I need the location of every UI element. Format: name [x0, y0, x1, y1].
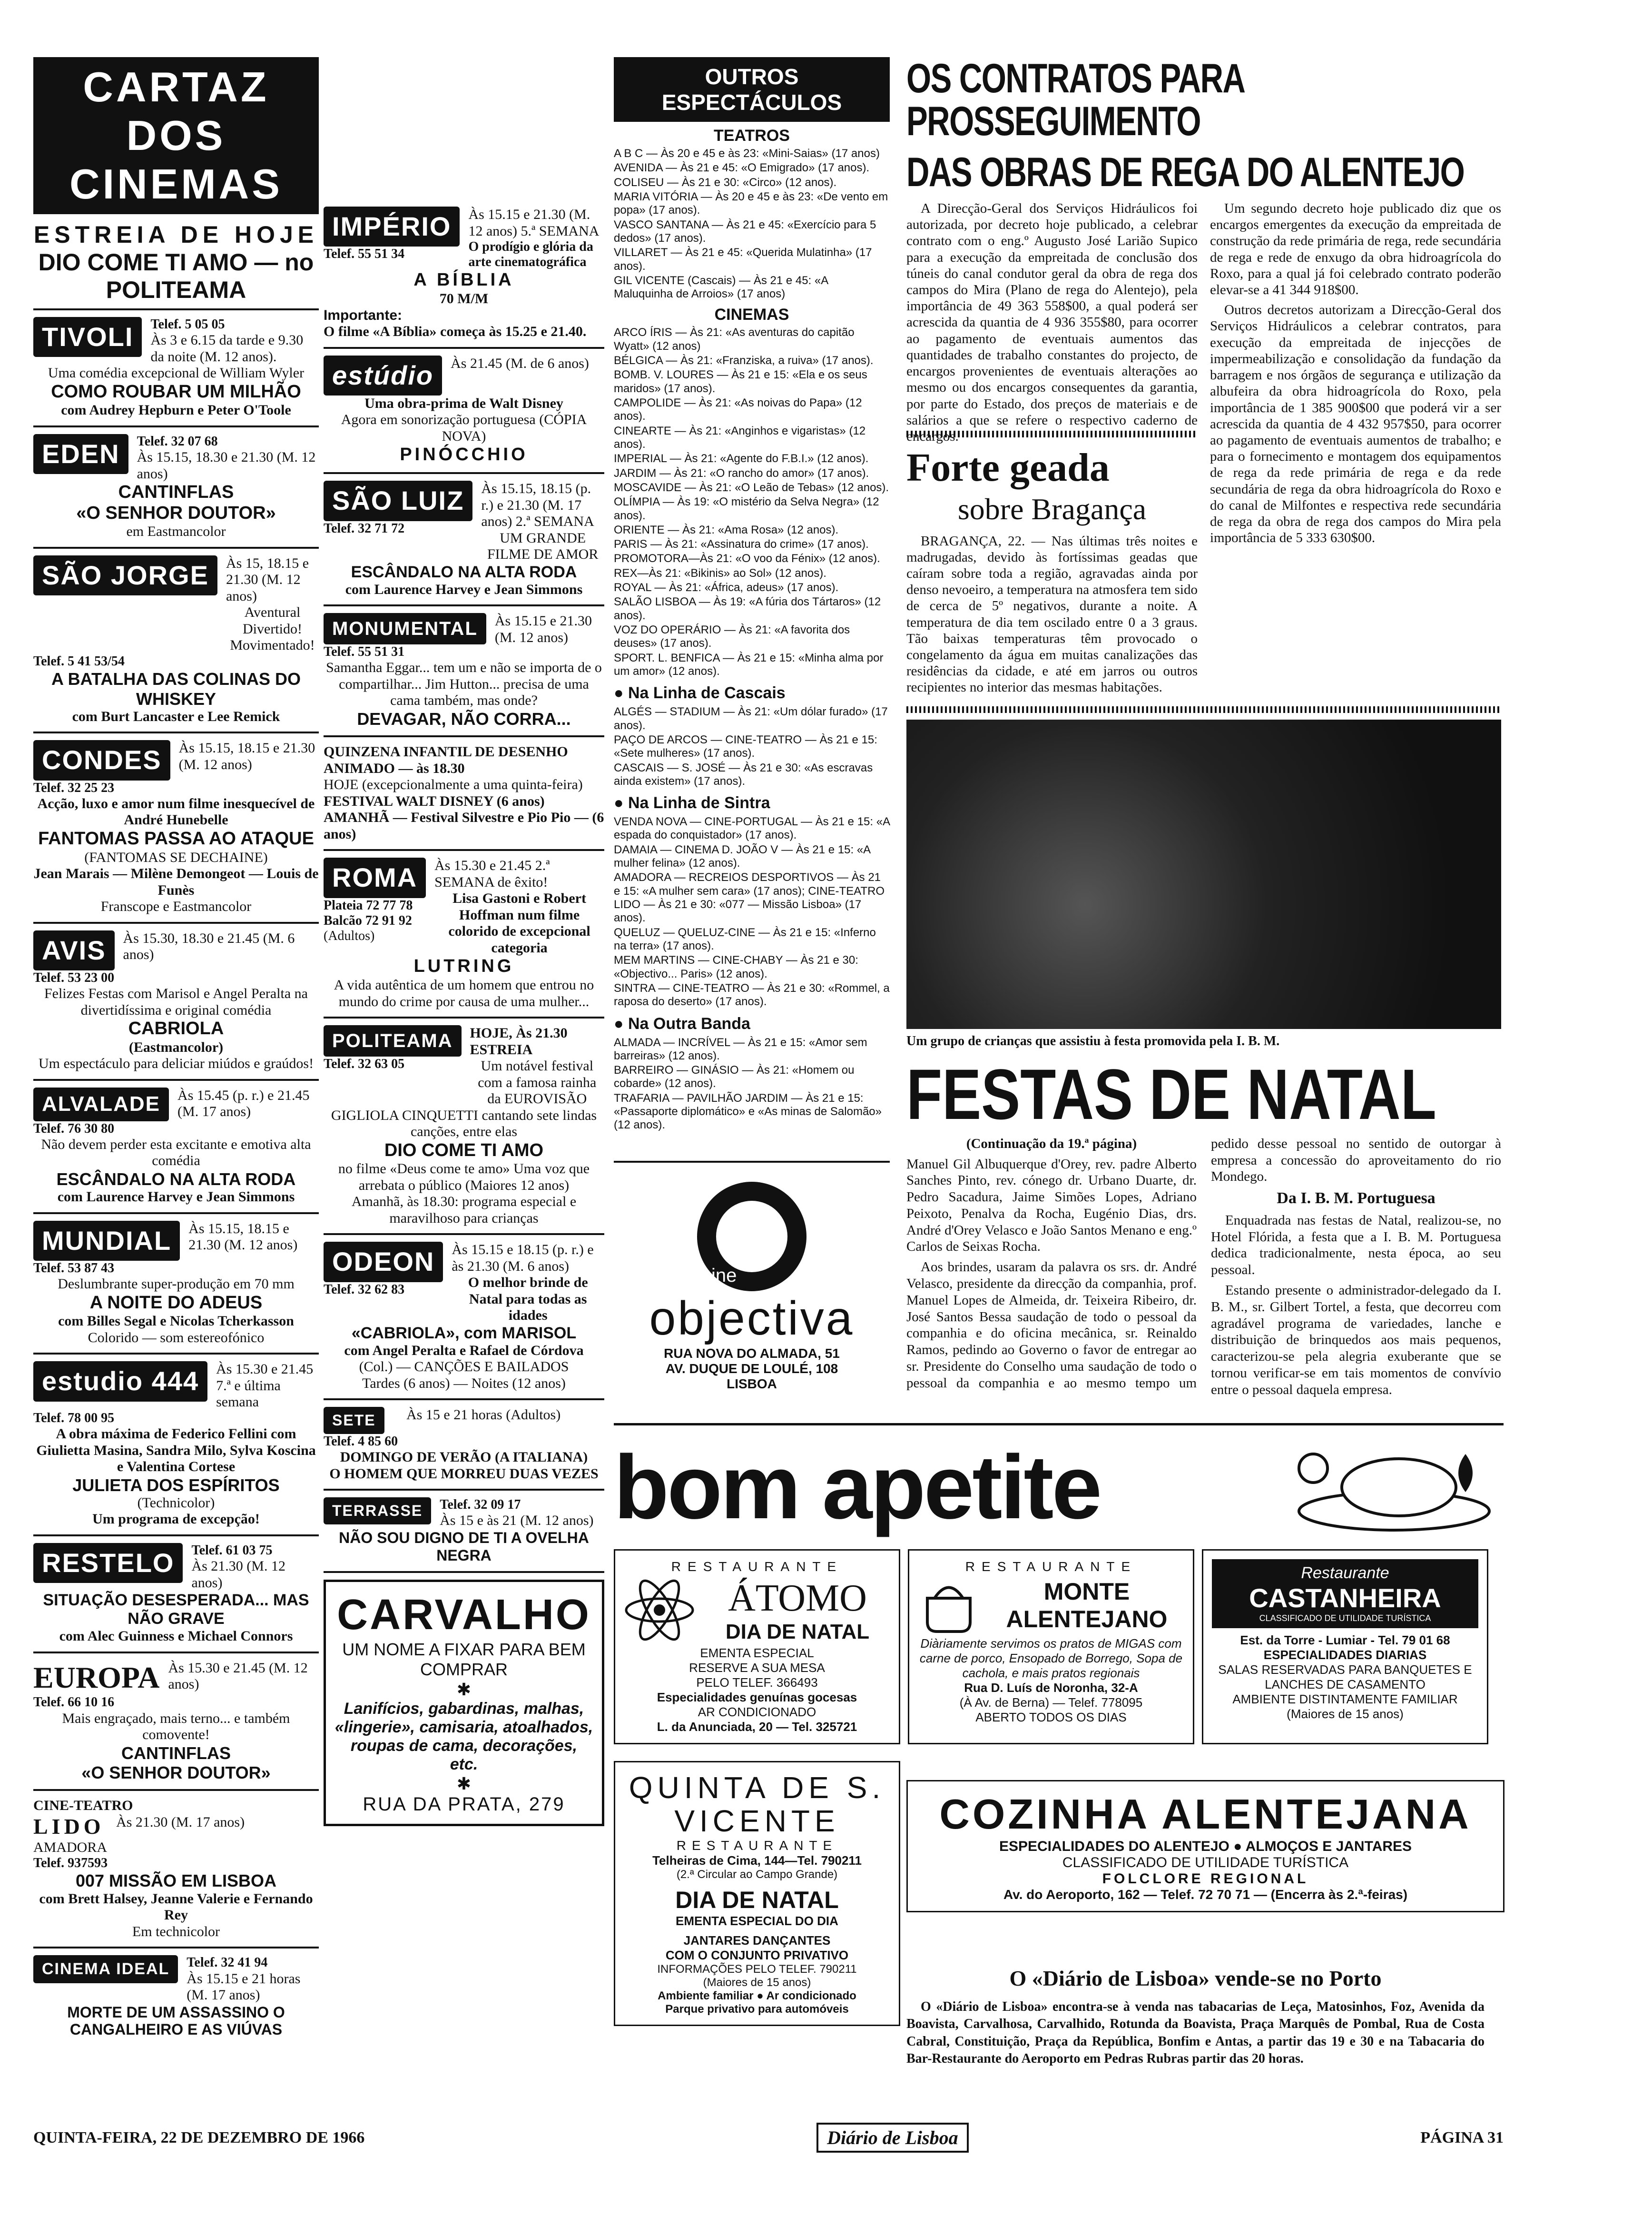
sete-film2: O HOMEM QUE MORREU DUAS VEZES — [329, 1465, 599, 1482]
avis-desc: Felizes Festas com Marisol e Angel Peralta na divertidíssima e original comédia — [44, 986, 308, 1018]
alvalade-cast: com Laurence Harvey e Jean Simmons — [57, 1189, 295, 1205]
cinema-eden — [33, 427, 319, 549]
objectiva-city: LISBOA — [727, 1376, 777, 1391]
lido-note: Em technicolor — [132, 1923, 220, 1939]
condes-desc: Acção, luxo e amor num filme inesquecível de André Hunebelle — [37, 795, 315, 828]
listing-item: PAÇO DE ARCOS — CINE-TEATRO — Às 21 e 15: «Sete mulheres» (17 anos). — [614, 733, 877, 760]
contratos-paragraph1: A Direcção-Geral dos Serviços Hidráulicos foi autorizada, por decreto hoje publicado, a celebrar contrato com o eng.º Augusto José Larião Supico para a execução da empreitada de conclusão dos túneis do canal condutor geral da obra de rega dos campos do Mira (Plano de rega do Alentejo), pela importância de 49 363 558$00, a qual poderá ser acrescida da quantia de 4 936 355$80, para ocorrer ao pagamento de eventuais aumentos das quantidades de trabalho constantes do projecto, de encargos provenientes de eventuais alterações ao mesmo ou dos encargos consequentes da garantia, por parte do Estado, dos preços de materiais e de salários a que se refere o respectivo caderno de encargos. — [906, 200, 1198, 444]
objectiva-addr2: AV. DUQUE DE LOULÉ, 108 — [665, 1361, 838, 1376]
quinta-conjunto: COM O CONJUNTO PRIVATIVO — [665, 1948, 849, 1962]
carvalho-address: RUA DA PRATA, 279 — [363, 1793, 565, 1815]
ideal-logo: CINEMA IDEAL — [33, 1955, 178, 1983]
cinema-monumental — [324, 606, 604, 737]
contratos-paragraph3: Outros decretos autorizam a Direcção-Geral dos Serviços Hidráulicos a celebrar contratos, para execução da empreitada de injecções de impermeabilização e consolidação da fundação da barragem e nos órgãos de segurança e utilização da albufeira da obra hidroagrícola do Roxo, pela importância de 1 385 900$00 que poderá vir a ser acrescida da quantia de 4 432 957$50, para ocorrer ao pagamento de eventuais aumentos de trabalho; e para o fornecimento e montagem dos equipamentos de rega da rede primária de rega e da rede secundária de rega da obra hidroagrícola do Roxo e do canal de Milfontes e respectiva rede secundária de rega da obra de rega dos campos do Mira pela importância de 5 333 630$00. — [1210, 302, 1501, 546]
sintra-heading: ● Na Linha de Sintra — [614, 794, 770, 812]
listing-item: SPORT. L. BENFICA — Às 21 e 15: «Minha alma por um amor» (12 anos). — [614, 651, 884, 678]
porto-notice — [906, 1966, 1485, 2068]
cinema-alvalade — [33, 1081, 319, 1214]
amanha-text: AMANHÃ — Festival Silvestre e Pio Pio — (6 anos) — [324, 810, 604, 842]
atomo-reserve: RESERVE A SUA MESA — [689, 1661, 825, 1675]
avis-times: Às 15.30, 18.30 e 21.45 (M. 6 anos) — [123, 930, 295, 963]
europa-film1: CANTINFLAS — [121, 1743, 231, 1763]
europa-desc: Mais engraçado, mais terno... e também comovente! — [62, 1710, 290, 1743]
listing-item: MOSCAVIDE — Às 21: «O Leão de Tebas» (12 anos). — [614, 481, 889, 494]
listing-item: SALÃO LISBOA — Às 19: «A fúria dos Tártaros» (12 anos). — [614, 595, 881, 622]
sete-tel: Telef. 4 85 60 — [324, 1434, 398, 1449]
quinta-natal: DIA DE NATAL — [675, 1886, 839, 1913]
cozinha-address: Av. do Aeroporto, 162 — Telef. 72 70 71 — (Encerra às 2.ª-feiras) — [1003, 1887, 1408, 1902]
cinema-europa — [33, 1653, 319, 1791]
cinema-terrasse — [324, 1491, 604, 1572]
restelo-cast: com Alec Guinness e Michael Connors — [59, 1628, 293, 1644]
ideal-times: Às 15.15 e 21 horas (M. 17 anos) — [187, 1970, 301, 2003]
atomo-telef: PELO TELEF. 366493 — [696, 1675, 818, 1690]
listing-item: TRAFARIA — PAVILHÃO JARDIM — Às 21 e 15: «Passaporte diplomático» e «As minas de Salomão» (12 anos). — [614, 1091, 882, 1132]
listing-item: A B C — Às 20 e 45 e às 23: «Mini-Saias» (17 anos) — [614, 147, 880, 160]
roma-logo: ROMA — [324, 858, 426, 898]
carvalho-tag: UM NOME A FIXAR PARA BEM COMPRAR — [342, 1639, 586, 1679]
hoje-text: HOJE (excepcionalmente a uma quinta-feira) — [324, 777, 583, 793]
quinta-jantares: JANTARES DANÇANTES — [683, 1933, 831, 1948]
carvalho-items: Lanifícios, gabardinas, malhas, «lingerie», camisaria, atoalhados, roupas de cama, decorações, etc. — [334, 1699, 593, 1773]
roma-rating: (Adultos) — [324, 929, 375, 944]
cinema-sao-jorge — [33, 549, 319, 733]
listing-item: CAMPOLIDE — Às 21: «As noivas do Papa» (12 anos). — [614, 396, 862, 423]
festas-paragraph1: Manuel Gil Albuquerque d'Orey, rev. padre Alberto Sanches Pinto, rev. cónego dr. Urbano Duarte, dr. Pedro Sacadura, Jaime Simões Lopes, Adriano Peixoto, Penalva da Rocha, Eugénio Dias, drs. André d'Orey Velasco e João Santos Menano e eng.º Carlos de Seixas Rocha. — [906, 1156, 1197, 1255]
castanheira-note: CLASSIFICADO DE UTILIDADE TURÍSTICA — [1259, 1613, 1431, 1623]
terrasse-film: NÃO SOU DIGNO DE TI A OVELHA NEGRA — [339, 1529, 589, 1564]
terrasse-tel: Telef. 32 09 17 — [440, 1497, 521, 1513]
cinema-listings-column — [33, 57, 319, 2045]
cinema-estudio — [324, 349, 604, 475]
listing-item: VENDA NOVA — CINE-PORTUGAL — Às 21 e 15: «A espada do conquistador» (17 anos). — [614, 815, 890, 842]
atomo-natal: DIA DE NATAL — [725, 1620, 870, 1643]
cine-label: cine — [702, 1265, 737, 1286]
estreia-film: DIO COME TI AMO — no POLITEAMA — [33, 248, 319, 310]
terrasse-times: Às 15 e às 21 (M. 12 anos) — [440, 1513, 594, 1529]
sao-luiz-logo: SÃO LUIZ — [324, 481, 472, 521]
lido-tel: Telef. 937593 — [33, 1856, 108, 1871]
politeama-tail: Amanhã, às 18.30: programa especial e maravilhoso para crianças — [351, 1194, 577, 1226]
restaurant-ads — [614, 1423, 1504, 1744]
cinemas-heading: CINEMAS — [714, 306, 789, 324]
sao-jorge-logo: SÃO JORGE — [33, 555, 217, 595]
cozinha-folclore: FOLCLORE REGIONAL — [1102, 1871, 1309, 1887]
tivoli-film: COMO ROUBAR UM MILHÃO — [51, 381, 301, 402]
objectiva-label: objectiva — [649, 1291, 855, 1345]
listing-item: QUELUZ — QUELUZ-CINE — Às 21 e 15: «Inferno na terra» (17 anos). — [614, 926, 876, 952]
odeon-times: Às 15.15 e 18.15 (p. r.) e às 21.30 (M. 6 anos) — [452, 1242, 594, 1274]
cinema-roma — [324, 851, 604, 1019]
castanheira-maiores: (Maiores de 15 anos) — [1287, 1707, 1404, 1721]
estudio-444-times: Às 15.30 e 21.45 7.ª e última semana — [216, 1361, 314, 1410]
listing-item: REX—Às 21: «Bikinis» ao Sol» (12 anos). — [614, 566, 826, 580]
europa-film2: «O SENHOR DOUTOR» — [81, 1763, 271, 1782]
cozinha-especialidades: ESPECIALIDADES DO ALENTEJO ● ALMOÇOS E JANTARES — [999, 1839, 1412, 1854]
lido-name: LIDO — [33, 1814, 105, 1839]
festival-text: FESTIVAL WALT DISNEY (6 anos) — [324, 793, 545, 809]
importante-label: Importante: — [324, 307, 402, 323]
politeama-times: HOJE, Às 21.30 ESTREIA — [470, 1025, 568, 1058]
ibm-paragraph2: Estando presente o administrador-delegado da I. B. M., sr. Gilbert Tortel, a festa, que decorreu com agradável programa de variedades, lanche e distribuição de brinquedos aos mais pequenos, caracterizou-se pela alegria exuberante que se tornou verificar-se em tais momentos de convívio entre o pessoal daquela empresa. — [1211, 1283, 1501, 1397]
quinta-ambiente: Ambiente familiar ● Ar condicionado — [658, 1989, 856, 2002]
castanheira-especialidades: ESPECIALIDADES DIARIAS — [1263, 1648, 1427, 1662]
imperio-logo: IMPÉRIO — [324, 207, 460, 247]
ideal-tel: Telef. 32 41 94 — [187, 1955, 268, 1970]
cinema-politeama — [324, 1019, 604, 1235]
page-footer — [33, 2123, 1504, 2153]
restelo-tel: Telef. 61 03 75 — [191, 1543, 273, 1558]
quinzena-infantil — [324, 737, 604, 851]
mundial-tel: Telef. 53 87 43 — [33, 1261, 115, 1276]
cinema-mundial — [33, 1214, 319, 1355]
cozinha-alentejana-ad — [906, 1780, 1504, 1912]
politeama-cast: GIGLIOLA CINQUETTI cantando sete lindas canções, entre elas — [331, 1107, 597, 1139]
cascais-heading: ● Na Linha de Cascais — [614, 684, 786, 702]
estudio-444-desc: A obra máxima de Federico Fellini com Giulietta Masina, Sandra Milo, Sylva Koscina e Valentina Cortese — [36, 1426, 316, 1475]
tivoli-times: Às 3 e 6.15 da tarde e 9.30 da noite (M. 12 anos). — [150, 332, 304, 365]
condes-tel: Telef. 32 25 23 — [33, 780, 115, 795]
festas-continuation: (Continuação da 19.ª página) — [966, 1136, 1137, 1151]
imperio-film: A BÍBLIA — [413, 270, 514, 290]
lido-cast: com Brett Halsey, Jeanne Valerie e Fernando Rey — [39, 1890, 313, 1923]
eden-film1: CANTINFLAS — [118, 482, 234, 503]
sao-luiz-cast: com Laurence Harvey e Jean Simmons — [345, 581, 583, 597]
listing-item: MEM MARTINS — CINE-CHABY — Às 21 e 30: «Objectivo... Paris» (12 anos). — [614, 954, 858, 980]
sao-jorge-film: A BATALHA DAS COLINAS DO WHISKEY — [51, 669, 301, 709]
europa-times: Às 15.30 e 21.45 (M. 12 anos) — [168, 1660, 308, 1692]
contratos-headline1: OS CONTRATOS PARA PROSSEGUIMENTO — [906, 56, 1244, 145]
monumental-logo: MONUMENTAL — [324, 613, 486, 644]
sao-jorge-tel: Telef. 5 41 53/54 — [33, 653, 125, 669]
condes-times: Às 15.15, 18.15 e 21.30 (M. 12 anos) — [178, 740, 315, 772]
avis-film: CABRIOLA — [128, 1019, 224, 1039]
eden-film2: «O SENHOR DOUTOR» — [76, 503, 276, 523]
mundial-desc: Deslumbrante super-produção em 70 mm — [58, 1276, 295, 1292]
cinema-lido — [33, 1791, 319, 1948]
footer-page-number: PÁGINA 31 — [1420, 2128, 1504, 2146]
listing-item: SINTRA — CINE-TEATRO — Às 21 e 30: «Rommel, a raposa do deserto» (17 anos). — [614, 981, 890, 1009]
odeon-tail: Tardes (6 anos) — Noites (12 anos) — [362, 1375, 566, 1391]
listing-item: CINEARTE — Às 21: «Anginhos e vigaristas» (12 anos). — [614, 424, 866, 451]
geada-subtitle: sobre Bragança — [957, 492, 1147, 526]
tivoli-logo: TIVOLI — [33, 317, 142, 357]
geada-title: Forte geada — [906, 445, 1110, 490]
contratos-paragraph2: Um segundo decreto hoje publicado diz que os encargos emergentes da execução da empreitada de construção da rede primária de rega, rede secundária de rega e rede de enxugo da obra hidroagrícola do Roxo, para a qual já foi celebrado contrato poderão elevar-se a 41 344 918$00. — [1210, 200, 1501, 297]
cinema-condes — [33, 733, 319, 923]
listing-item: CASCAIS — S. JOSÉ — Às 21 e 30: «As escravas ainda existem» (17 anos). — [614, 761, 873, 788]
estudio-logo: estúdio — [324, 356, 442, 396]
avis-tail: Um espectáculo para deliciar miúdos e graúdos! — [38, 1056, 314, 1072]
politeama-desc2: no filme «Deus come te amo» Uma voz que arrebata o público (Maiores 12 anos) — [338, 1161, 590, 1193]
footer-paper-name: Diário de Lisboa — [816, 2123, 969, 2153]
outros-espectaculos-column — [614, 57, 890, 1392]
sao-luiz-desc: UM GRANDE FILME DE AMOR — [487, 530, 599, 563]
atom-icon — [624, 1574, 695, 1646]
eden-tel: Telef. 32 07 68 — [137, 434, 218, 449]
estudio-444-film: JULIETA DOS ESPÍRITOS — [72, 1475, 280, 1495]
ibm-paragraph1: Enquadrada nas festas de Natal, realizou-se, no Hotel Flórida, a festa que a I. B. M. Portuguesa dedica tradicionalmente, nesta época, ao seu pessoal. — [1211, 1212, 1501, 1278]
monte-kind: RESTAURANTE — [965, 1559, 1137, 1574]
cinema-imperio — [324, 200, 604, 349]
eden-times: Às 15.15, 18.30 e 21.30 (M. 12 anos) — [137, 449, 316, 482]
europa-logo: EUROPA — [33, 1660, 160, 1694]
roast-chicken-icon — [1285, 1435, 1504, 1540]
estudio-444-tel: Telef. 78 00 95 — [33, 1410, 115, 1425]
listing-item: VILLARET — Às 21 e 45: «Querida Mulatinha» (17 anos). — [614, 246, 872, 273]
listing-item: DAMAIA — CINEMA D. JOÃO V — Às 21 e 15: «A mulher felina» (12 anos). — [614, 843, 870, 870]
quinta-note: (2.ª Circular ao Campo Grande) — [676, 1868, 838, 1881]
atomo-ad — [614, 1549, 900, 1744]
cinema-tivoli — [33, 310, 319, 427]
cartaz-header: CARTAZ DOS CINEMAS — [33, 57, 319, 214]
listing-item: BÉLGICA — Às 21: «Franziska, a ruiva» (17 anos). — [614, 354, 874, 367]
sao-jorge-cast: com Burt Lancaster e Lee Remick — [72, 708, 280, 724]
carvalho-name: CARVALHO — [337, 1591, 591, 1639]
condes-cast: Jean Marais — Milène Demongeot — Louis de Funès — [33, 866, 319, 898]
castanheira-salas: SALAS RESERVADAS PARA BANQUETES E LANCHES DE CASAMENTO — [1218, 1662, 1472, 1691]
politeama-desc: Um notável festival com a famosa rainha da EUROVISÃO — [478, 1058, 597, 1107]
geada-body: BRAGANÇA, 22. — Nas últimas três noites e madrugadas, devido às fortíssimas geadas que caíram sobre toda a região, agravadas ainda por denso nevoeiro, a temperatura na atmosfera tem sido de cerca de 5º negativos, durante a noite. A temperatura de dia tem oscilado entre 0 a 3 graus. Tão baixas temperaturas têm provocado o congelamento da água em muitas canalizações das residências da cidade, e até em jarros ou outros recipientes no interior das mesmas habitações. — [906, 533, 1198, 695]
atomo-kind: RESTAURANTE — [671, 1559, 843, 1574]
condes-note: Franscope e Eastmancolor — [100, 899, 252, 915]
odeon-film: «CABRIOLA», com MARISOL — [351, 1324, 577, 1342]
listing-item: GIL VICENTE (Cascais) — Às 21 e 45: «A Maluquinha de Arroios» (17 anos) — [614, 274, 828, 301]
odeon-note: (Col.) — CANÇÕES E BAILADOS — [359, 1359, 569, 1375]
listing-item: OLÍMPIA — Às 19: «O mistério da Selva Negra» (12 anos). — [614, 495, 879, 522]
monumental-tel: Telef. 55 51 31 — [324, 644, 405, 660]
atomo-especialidades: Especialidades genuínas gocesas — [657, 1690, 857, 1704]
roma-cast: Lisa Gastoni e Robert Hoffman num filme colorido de excepcional categoria — [448, 890, 590, 956]
listing-item: VOZ DO OPERÁRIO — Às 21: «A favorita dos deuses» (17 anos). — [614, 623, 850, 650]
odeon-tel: Telef. 32 62 83 — [324, 1282, 405, 1297]
festas-paragraph2: Aos brindes, usaram da palavra os srs. dr. André Velasco, presidente da direcção da companhia, prof. Manuel Lopes de Almeida, dr. Teixeira Ribeiro, dr. José Santos Bessa saudação de todo o pessoal da companhia e do oficina mecânica, sr. Reinaldo Ramos, pedindo ao Governo o favor de entregar ao sr. Presidente do Conselho uma saudação de todo o pessoal da companhia e ao mesmo tempo um pedido desse pessoal no sentido de outorgar à empresa a concessão do aproveitamento do rio Mondego. — [906, 1136, 1501, 1391]
imperio-desc: O prodígio e glória da arte cinematográfica — [468, 239, 593, 270]
quinta-sao-vicente-ad — [614, 1761, 900, 2026]
monumental-times: Às 15.15 e 21.30 (M. 12 anos) — [494, 613, 592, 645]
condes-logo: CONDES — [33, 740, 170, 780]
sete-logo: SETE — [324, 1407, 384, 1434]
porto-body: O «Diário de Lisboa» encontra-se à venda nas tabacarias de Leça, Matosinhos, Foz, Avenida da Boavista, Carvalhosa, Carvalhido, Rotunda da Boavista, Praça Marquês de Pombal, Rua de Costa Cabral, Constituição, Praça da República, Bonfim e Antas, a partir das 19 e 30 e na Tabacaria do Bar-Restaurante do Aeroporto em Pedras Rubras partir das 20 horas. — [906, 1999, 1485, 2067]
cinema-odeon — [324, 1235, 604, 1400]
quinta-address: Telheiras de Cima, 144—Tel. 790211 — [652, 1853, 862, 1868]
listing-item: IMPERIAL — Às 21: «Agente do F.B.I.» (12 anos). — [614, 452, 869, 465]
cinema-avis — [33, 924, 319, 1081]
restelo-logo: RESTELO — [33, 1543, 183, 1583]
listing-item: VASCO SANTANA — Às 21 e 45: «Exercício para 5 dedos» (17 anos). — [614, 218, 876, 245]
camera-lens-icon — [697, 1182, 806, 1291]
listing-item: ARCO ÍRIS — Às 21: «As aventuras do capitão Wyatt» (12 anos) — [614, 326, 855, 353]
tivoli-tel: Telef. 5 05 05 — [150, 317, 225, 332]
roma-desc: A vida autêntica de um homem que entrou no mundo do crime por causa de uma mulher... — [334, 977, 594, 1009]
banda-heading: ● Na Outra Banda — [614, 1014, 750, 1033]
cozinha-classificado: CLASSIFICADO DE UTILIDADE TURÍSTICA — [1062, 1855, 1349, 1870]
cinema-sete — [324, 1400, 604, 1491]
tivoli-desc: Uma comédia excepcional de William Wyler — [48, 365, 305, 381]
banda-list — [614, 1036, 890, 1132]
sao-jorge-desc: Aventural Divertido! Movimentado! — [230, 604, 315, 653]
estreia-label: ESTREIA DE HOJE — [33, 221, 319, 248]
imperio-times: Às 15.15 e 21.30 (M. 12 anos) 5.ª SEMANA — [468, 207, 600, 239]
odeon-desc: O melhor brinde de Natal para todas as idades — [468, 1275, 588, 1324]
avis-logo: AVIS — [33, 930, 115, 970]
cinema-restelo — [33, 1536, 319, 1653]
estudio-444-note: (Technicolor) — [137, 1494, 215, 1511]
listing-item: COLISEU — Às 21 e 30: «Circo» (12 anos). — [614, 176, 837, 189]
politeama-logo: POLITEAMA — [324, 1025, 462, 1057]
objectiva-addr1: RUA NOVA DO ALMADA, 51 — [664, 1345, 840, 1361]
monte-pratos: Diàriamente servimos os pratos de MIGAS com carne de porco, Ensopado de Borrego, Sopa de cachola, e mais pratos regionais — [919, 1636, 1183, 1680]
sete-film1: DOMINGO DE VERÃO (A ITALIANA) — [340, 1449, 588, 1465]
cine-objectiva-ad — [614, 1161, 890, 1392]
politeama-film: DIO COME TI AMO — [384, 1140, 544, 1160]
quinta-kind: RESTAURANTE — [676, 1838, 838, 1853]
sete-times: Às 15 e 21 horas (Adultos) — [406, 1407, 561, 1423]
importante-text: O filme «A Bíblia» começa às 15.25 e 21.40. — [324, 324, 587, 340]
quinta-parque: Parque privativo para automóveis — [665, 2002, 849, 2016]
castanheira-kind: Restaurante — [1301, 1564, 1389, 1582]
politeama-tel: Telef. 32 63 05 — [324, 1057, 405, 1071]
roma-film: LUTRING — [413, 956, 514, 977]
eden-note: em Eastmancolor — [126, 524, 226, 540]
sao-jorge-times: Às 15, 18.15 e 21.30 (M. 12 anos) — [226, 555, 309, 604]
bom-apetite-title: bom apetite — [614, 1437, 1101, 1538]
cinema-estudio-444 — [33, 1355, 319, 1536]
monte-telef: (À Av. de Berna) — Telef. 778095 — [959, 1695, 1143, 1710]
atomo-address: L. da Anunciada, 20 — Tel. 325721 — [657, 1720, 857, 1734]
quinta-info: INFORMAÇÕES PELO TELEF. 790211 — [657, 1962, 857, 1976]
ibm-party-photo — [906, 720, 1501, 1029]
photo-caption: Um grupo de crianças que assistiu à festa promovida pela I. B. M. — [906, 1033, 1280, 1048]
alvalade-times: Às 15.45 (p. r.) e 21.45 (M. 17 anos) — [177, 1087, 310, 1120]
listing-item: ORIENTE — Às 21: «Ama Rosa» (12 anos). — [614, 523, 839, 536]
atomo-ementa: EMENTA ESPECIAL — [700, 1646, 814, 1660]
monumental-film: DEVAGAR, NÃO CORRA... — [357, 709, 571, 729]
listing-item: PROMOTORA—Às 21: «O voo da Fénix» (12 anos). — [614, 552, 880, 565]
estudio-444-tail: Um programa de excepção! — [92, 1511, 260, 1527]
castanheira-ambiente: AMBIENTE DISTINTAMENTE FAMILIAR — [1232, 1692, 1458, 1706]
quinta-name: QUINTA DE S. VICENTE — [629, 1770, 885, 1839]
quinzena-text: QUINZENA INFANTIL DE DESENHO ANIMADO — às 18.30 — [324, 744, 568, 776]
mundial-logo: MUNDIAL — [33, 1221, 180, 1261]
festas-title: FESTAS DE NATAL — [906, 1054, 1436, 1134]
odeon-logo: ODEON — [324, 1242, 443, 1282]
tivoli-cast: com Audrey Hepburn e Peter O'Toole — [61, 402, 291, 418]
roma-tel2: Balcão 72 91 92 — [324, 913, 412, 928]
sintra-list — [614, 815, 890, 1009]
listing-item: BARREIRO — GINÁSIO — Às 21: «Homem ou cobarde» (12 anos). — [614, 1064, 855, 1090]
teatros-heading: TEATROS — [714, 127, 790, 145]
ideal-film: MORTE DE UM ASSASSINO O CANGALHEIRO E AS VIÚVAS — [67, 2003, 285, 2038]
mundial-film: A NOITE DO ADEUS — [89, 1292, 263, 1313]
porto-title: O «Diário de Lisboa» vende-se no Porto — [1009, 1966, 1382, 1990]
estudio-desc: Uma obra-prima de Walt Disney — [364, 395, 563, 411]
alvalade-logo: ALVALADE — [33, 1088, 169, 1121]
quinta-ementa: EMENTA ESPECIAL DO DIA — [676, 1913, 838, 1928]
contratos-headline2: DAS OBRAS DE REGA DO ALENTEJO — [906, 149, 1465, 195]
alvalade-film: ESCÂNDALO NA ALTA RODA — [56, 1169, 296, 1189]
listing-item: ALGÉS — STADIUM — Às 21: «Um dólar furado» (17 anos). — [614, 705, 888, 732]
monte-alentejano-ad — [908, 1549, 1194, 1744]
restelo-film: SITUAÇÃO DESESPERADA... MAS NÃO GRAVE — [43, 1591, 309, 1628]
cinemas-list — [614, 326, 890, 678]
condes-film: FANTOMAS PASSA AO ATAQUE — [38, 828, 314, 849]
europa-tel: Telef. 66 10 16 — [33, 1695, 115, 1710]
monte-address: Rua D. Luís de Noronha, 32-A — [964, 1681, 1138, 1695]
alvalade-tel: Telef. 76 30 80 — [33, 1121, 115, 1136]
monte-name: MONTE ALENTEJANO — [1006, 1578, 1168, 1632]
condes-subtitle: (FANTOMAS SE DECHAINE) — [84, 849, 268, 865]
lido-place: AMADORA — [33, 1839, 108, 1855]
estudio-times: Às 21.45 (M. de 6 anos) — [451, 355, 589, 371]
cinema-ideal — [33, 1948, 319, 2045]
roma-times: Às 15.30 e 21.45 2.ª SEMANA de êxito! — [434, 858, 550, 890]
estudio-note: Agora em sonorização portuguesa (CÓPIA NOVA) — [341, 412, 587, 444]
cinema-listings-column-2 — [324, 200, 604, 1833]
listing-item: ROYAL — Às 21: «África, adeus» (17 anos). — [614, 581, 839, 594]
cozinha-name: COZINHA ALENTEJANA — [939, 1790, 1472, 1838]
carvalho-ad: CARVALHO UM NOME A FIXAR PARA BEM COMPRAR ✱ Lanifícios, gabardinas, malhas, «lingerie», camisaria, atoalhados, roupas de cama, decorações, etc. ✱ RUA DA PRATA, 279 — [324, 1580, 604, 1826]
listing-item: BOMB. V. LOURES — Às 21 e 15: «Ela e os seus maridos» (17 anos). — [614, 368, 867, 395]
cascais-list — [614, 705, 890, 788]
ibm-title: Da I. B. M. Portuguesa — [1277, 1189, 1436, 1207]
terrasse-logo: TERRASSE — [324, 1497, 431, 1524]
lido-type: CINE-TEATRO — [33, 1798, 133, 1814]
castanheira-name: CASTANHEIRA — [1249, 1583, 1441, 1613]
listing-item: JARDIM — Às 21: «O rancho do amor» (17 anos). — [614, 466, 869, 480]
sao-luiz-tel: Telef. 32 71 72 — [324, 521, 405, 536]
estudio-444-logo: estudio 444 — [33, 1361, 207, 1401]
avis-tel: Telef. 53 23 00 — [33, 970, 115, 986]
castanheira-ad — [1202, 1549, 1488, 1744]
mundial-note: Colorido — som estereofónico — [88, 1329, 265, 1345]
listing-item: PARIS — Às 21: «Assinatura do crime» (17 anos). — [614, 538, 869, 551]
imperio-note: 70 M/M — [439, 291, 489, 307]
monumental-desc: Samantha Eggar... tem um e não se importa de o compartilhar... Jim Hutton... precisa de uma cama também, mas onde? — [326, 660, 602, 709]
sao-luiz-film: ESCÂNDALO NA ALTA RODA — [351, 563, 577, 581]
roma-tel1: Plateia 72 77 78 — [324, 898, 413, 913]
monte-aberto: ABERTO TODOS OS DIAS — [975, 1710, 1127, 1724]
outros-header: OUTROS ESPECTÁCULOS — [614, 57, 890, 122]
mundial-cast: com Billes Segal e Nicolas Tcherkasson — [58, 1313, 294, 1329]
eden-logo: EDEN — [33, 434, 128, 474]
cooking-pot-icon — [918, 1574, 980, 1636]
castanheira-address: Est. da Torre - Lumiar - Tel. 79 01 68 — [1240, 1633, 1450, 1647]
news-column — [906, 57, 1501, 1398]
atomo-ar: AR CONDICIONADO — [698, 1705, 816, 1719]
odeon-cast: com Angel Peralta e Rafael de Córdova — [344, 1342, 584, 1358]
avis-note: (Eastmancolor) — [128, 1039, 224, 1055]
lido-times: Às 21.30 (M. 17 anos) — [116, 1814, 245, 1830]
footer-date: QUINTA-FEIRA, 22 DE DEZEMBRO DE 1966 — [33, 2128, 365, 2146]
quinta-maiores: (Maiores de 15 anos) — [703, 1976, 811, 1989]
imperio-tel: Telef. 55 51 34 — [324, 247, 405, 262]
alvalade-desc: Não devem perder esta excitante e emotiva alta comédia — [41, 1136, 311, 1169]
teatros-list — [614, 147, 890, 301]
listing-item: AVENIDA — Às 21 e 45: «O Emigrado» (17 anos). — [614, 161, 870, 175]
restelo-times: Às 21.30 (M. 12 anos) — [191, 1558, 285, 1591]
listing-item: MARIA VITÓRIA — Às 20 e 45 e às 23: «De vento em popa» (17 anos). — [614, 190, 888, 217]
sao-luiz-times: Às 15.15, 18.15 (p. r.) e 21.30 (M. 17 anos) 2.ª SEMANA — [481, 481, 594, 530]
listing-item: ALMADA — INCRÍVEL — Às 21 e 15: «Amor sem barreiras» (12 anos). — [614, 1036, 867, 1062]
estudio-film: PINÓCCHIO — [400, 445, 528, 465]
mundial-times: Às 15.15, 18.15 e 21.30 (M. 12 anos) — [188, 1220, 298, 1253]
atomo-name: ÁTOMO — [728, 1577, 867, 1619]
lido-film: 007 MISSÃO EM LISBOA — [75, 1871, 277, 1891]
listing-item: AMADORA — RECREIOS DESPORTIVOS — Às 21 e 15: «A mulher sem cara» (17 anos); CINE-TEATRO LIDO — Às 21 e 30: «077 — Missão Lisboa» (17 anos). — [614, 871, 885, 925]
cinema-sao-luiz — [324, 474, 604, 606]
